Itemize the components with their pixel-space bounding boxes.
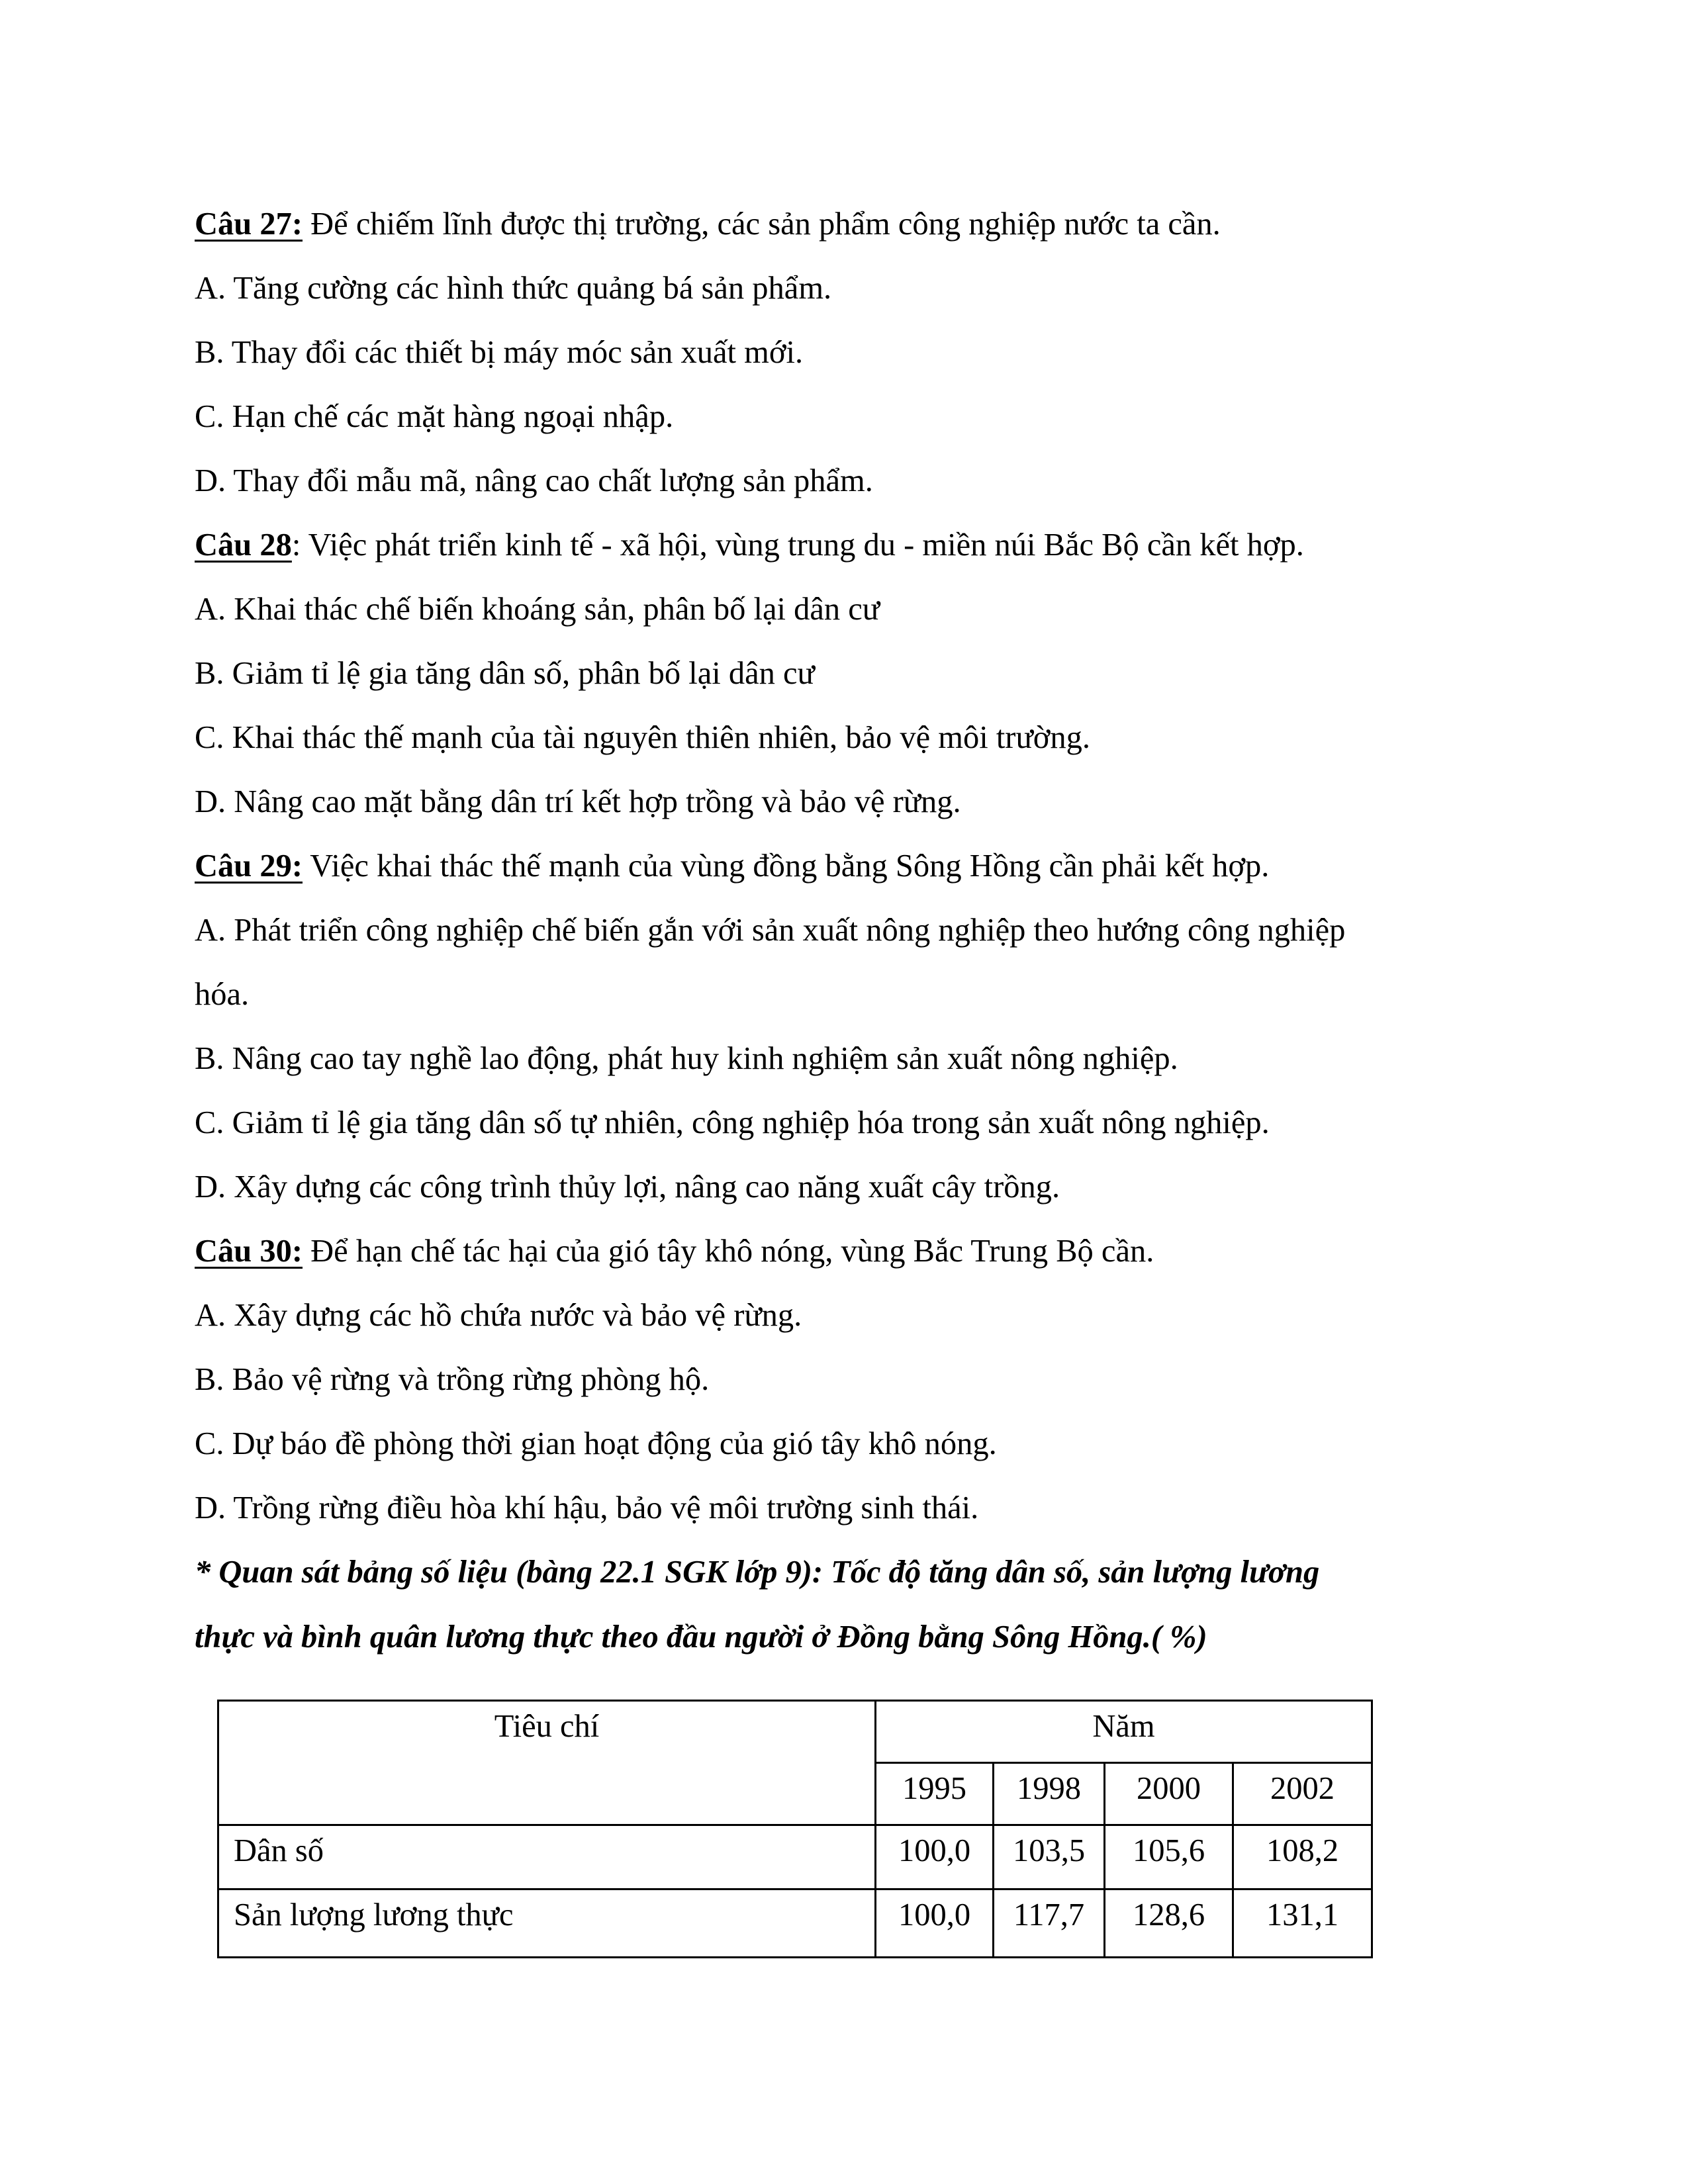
answer-option: B. Thay đổi các thiết bị máy móc sản xuất mới. <box>195 335 804 370</box>
value-cell <box>1105 1889 1233 1958</box>
criteria-header-cell <box>218 1701 876 1825</box>
question-prompt: Để chiếm lĩnh được thị trường, các sản phẩm công nghiệp nước ta cần. <box>303 206 1221 242</box>
question-label: Câu 30: <box>195 1234 303 1269</box>
answer-option: D. Xây dựng các công trình thủy lợi, nâng cao năng xuất cây trồng. <box>195 1169 1060 1205</box>
value: 103,5 <box>1012 1833 1086 1868</box>
answer-option: D. Thay đổi mẫu mã, nâng cao chất lượng sản phẩm. <box>195 463 873 498</box>
value: 117,7 <box>1013 1897 1085 1933</box>
value-cell <box>1233 1889 1372 1958</box>
answer-option: C. Giảm tỉ lệ gia tăng dân số tự nhiên, công nghiệp hóa trong sản xuất nông nghiệp. <box>195 1105 1270 1140</box>
year-label: 1998 <box>1017 1771 1081 1806</box>
value-cell <box>876 1825 994 1889</box>
question-28 <box>195 513 1505 577</box>
question-30 <box>195 1219 1505 1283</box>
table-row <box>218 1825 1372 1889</box>
question-prompt: : Việc phát triển kinh tế - xã hội, vùng trung du - miền núi Bắc Bộ cần kết hợp. <box>291 527 1304 563</box>
year-label: 2002 <box>1270 1771 1335 1806</box>
answer-option: A. Tăng cường các hình thức quảng bá sản phẩm. <box>195 271 832 306</box>
document-page <box>195 192 1505 1670</box>
row-label-cell <box>218 1825 876 1889</box>
answer-option: C. Dự báo đề phòng thời gian hoạt động của gió tây khô nóng. <box>195 1426 997 1461</box>
value: 100,0 <box>898 1833 971 1868</box>
table-intro <box>195 1540 1505 1670</box>
question-label: Câu 28 <box>195 527 292 563</box>
value-cell <box>876 1889 994 1958</box>
question-prompt: Để hạn chế tác hại của gió tây khô nóng, vùng Bắc Trung Bộ cần. <box>303 1234 1154 1269</box>
year-header: Năm <box>1092 1709 1155 1744</box>
answer-option-continuation: hóa. <box>195 977 250 1012</box>
question-27 <box>195 192 1505 256</box>
answer-option: D. Nâng cao mặt bằng dân trí kết hợp trồng và bảo vệ rừng. <box>195 784 961 819</box>
answer-option: A. Khai thác chế biến khoáng sản, phân bố lại dân cư <box>195 592 880 627</box>
answer-option: A. Phát triển công nghiệp chế biến gắn với sản xuất nông nghiệp theo hướng công nghiệp <box>195 913 1346 948</box>
year-label: 2000 <box>1137 1771 1201 1806</box>
question-label: Câu 27: <box>195 206 303 242</box>
value: 128,6 <box>1132 1897 1205 1933</box>
year-header-cell <box>876 1701 1372 1763</box>
question-29 <box>195 834 1505 898</box>
value-cell <box>994 1889 1105 1958</box>
year-cell <box>1233 1763 1372 1825</box>
question-label: Câu 29: <box>195 848 303 884</box>
value-cell <box>1105 1825 1233 1889</box>
question-prompt: Việc khai thác thế mạnh của vùng đồng bằng Sông Hồng cần phải kết hợp. <box>303 848 1270 884</box>
table-intro-line: * Quan sát bảng số liệu (bàng 22.1 SGK lớp 9): Tốc độ tăng dân số, sản lượng lương <box>195 1555 1320 1590</box>
row-label-cell <box>218 1889 876 1958</box>
row-label: Sản lượng lương thực <box>234 1897 514 1933</box>
answer-option: B. Nâng cao tay nghề lao động, phát huy kinh nghiệm sản xuất nông nghiệp. <box>195 1041 1178 1076</box>
row-label: Dân số <box>234 1833 324 1868</box>
answer-option: B. Giảm tỉ lệ gia tăng dân số, phân bố lại dân cư <box>195 656 815 691</box>
value-cell <box>994 1825 1105 1889</box>
table-intro-line: thực và bình quân lương thực theo đầu người ở Đồng bằng Sông Hồng.( %) <box>195 1619 1207 1655</box>
value: 100,0 <box>898 1897 971 1933</box>
answer-option: B. Bảo vệ rừng và trồng rừng phòng hộ. <box>195 1362 710 1397</box>
value: 108,2 <box>1266 1833 1339 1868</box>
answer-option: A. Xây dựng các hồ chứa nước và bảo vệ rừng. <box>195 1298 802 1333</box>
value: 105,6 <box>1132 1833 1205 1868</box>
table-header-row <box>218 1701 1372 1763</box>
year-cell <box>1105 1763 1233 1825</box>
table-row <box>218 1889 1372 1958</box>
answer-option: D. Trồng rừng điều hòa khí hậu, bảo vệ môi trường sinh thái. <box>195 1490 979 1525</box>
year-cell <box>994 1763 1105 1825</box>
criteria-header: Tiêu chí <box>494 1709 600 1744</box>
answer-option: C. Khai thác thế mạnh của tài nguyên thiên nhiên, bảo vệ môi trường. <box>195 720 1091 755</box>
year-cell <box>876 1763 994 1825</box>
value: 131,1 <box>1266 1897 1339 1933</box>
value-cell <box>1233 1825 1372 1889</box>
statistics-table <box>217 1700 1373 1958</box>
answer-option: C. Hạn chế các mặt hàng ngoại nhập. <box>195 399 674 434</box>
year-label: 1995 <box>902 1771 966 1806</box>
